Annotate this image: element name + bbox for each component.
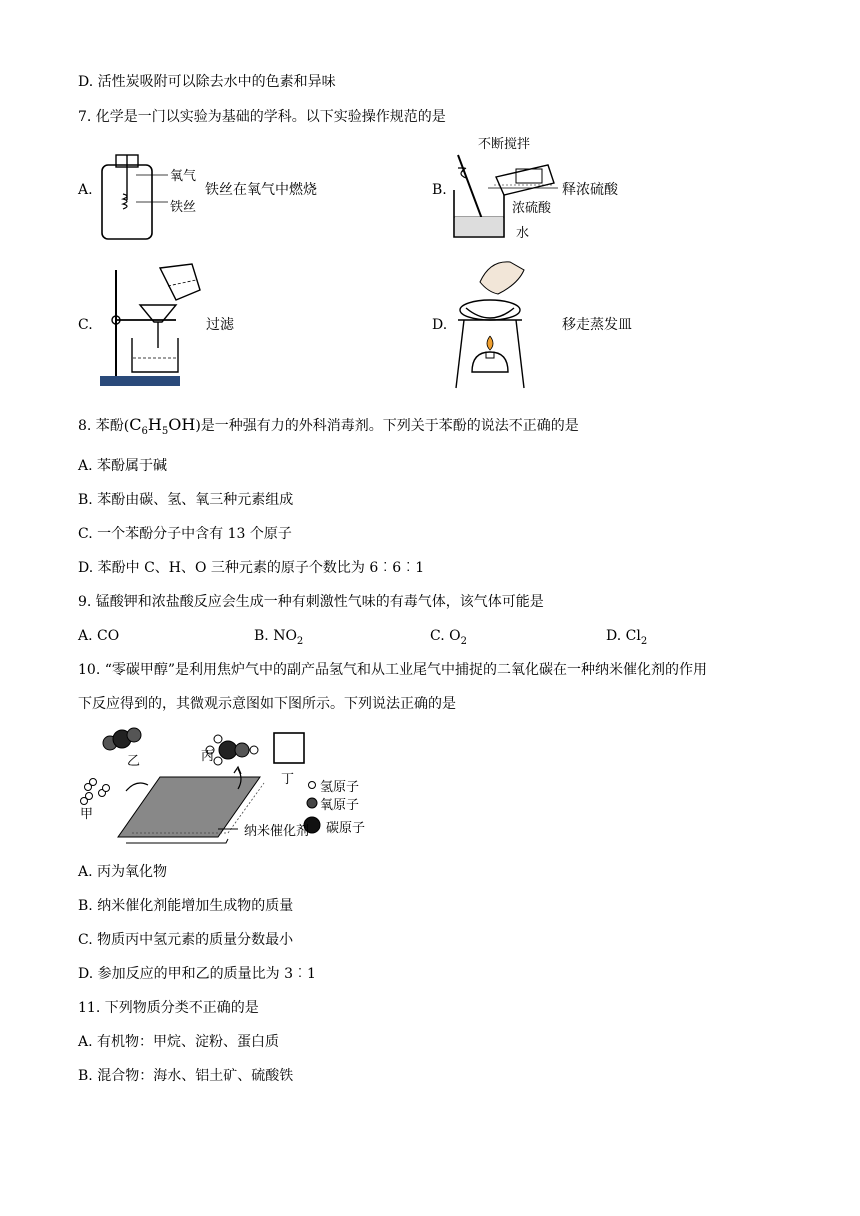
q10-option-c: C. 物质丙中氢元素的质量分数最小 xyxy=(78,932,294,948)
water-label: 水 xyxy=(516,226,530,241)
q9-option-a: A. CO xyxy=(78,628,120,644)
legend-carbon: 碳原子 xyxy=(326,821,366,836)
q9-option-c: C. $O_2$ xyxy=(430,628,467,647)
q7-option-a-caption: 铁丝在氧气中燃烧 xyxy=(205,182,317,198)
legend-hydrogen: 氢原子 xyxy=(320,780,360,795)
q10-option-b: B. 纳米催化剂能增加生成物的质量 xyxy=(78,898,294,914)
q10-option-d: D. 参加反应的甲和乙的质量比为 3︰1 xyxy=(78,966,316,982)
q6-option-d: D. 活性炭吸附可以除去水中的色素和异味 xyxy=(78,74,336,90)
q7-option-b-letter: B. xyxy=(432,182,447,198)
jia-label: 甲 xyxy=(80,807,94,822)
filtration-figure xyxy=(96,260,216,390)
q8-option-a: A. 苯酚属于碱 xyxy=(78,458,168,474)
q11-option-b: B. 混合物：海水、铝土矿、硫酸铁 xyxy=(78,1068,294,1084)
q7-stem: 7. 化学是一门以实验为基础的学科。以下实验操作规范的是 xyxy=(78,109,446,125)
q7-option-c-caption: 过滤 xyxy=(206,317,234,333)
bing-label: 丙 xyxy=(201,749,215,764)
stir-label: 不断搅拌 xyxy=(478,137,531,152)
conc-acid-label: 浓硫酸 xyxy=(512,201,552,216)
q8-stem-post: )是一种强有力的外科消毒剂。下列关于苯酚的说法不正确的是 xyxy=(195,418,579,434)
q7-option-b-caption: 释浓硫酸 xyxy=(562,182,618,198)
q10-stem-line1: 10. “零碳甲醇”是利用焦炉气中的副产品氢气和从工业尾气中捕捉的二氧化碳在一种纳米催化剂的作用 xyxy=(78,662,708,678)
q8-option-b: B. 苯酚由碳、氢、氧三种元素组成 xyxy=(78,492,294,508)
q7-option-d-letter: D. xyxy=(432,317,448,333)
legend-oxygen: 氧原子 xyxy=(320,798,360,813)
iron-wire-label: 铁丝 xyxy=(170,200,197,215)
q9-option-b: B. $NO_2$ xyxy=(254,628,304,647)
q8-option-d: D. 苯酚中 C、H、O 三种元素的原子个数比为 6︰6︰1 xyxy=(78,560,425,576)
q9-stem: 9. 锰酸钾和浓盐酸反应会生成一种有刺激性气味的有毒气体，该气体可能是 xyxy=(78,594,544,610)
q10-stem-line2: 下反应得到的，其微观示意图如下图所示。下列说法正确的是 xyxy=(78,696,456,712)
q7-option-a-letter: A. xyxy=(78,182,93,198)
ding-label: 丁 xyxy=(281,772,295,787)
phenol-formula: $C_6H_5OH$ xyxy=(129,415,196,438)
q11-option-a: A. 有机物：甲烷、淀粉、蛋白质 xyxy=(78,1034,280,1050)
q7-option-c-letter: C. xyxy=(78,317,93,333)
oxygen-label: 氧气 xyxy=(170,169,197,184)
q8-stem-pre: 8. 苯酚( xyxy=(78,418,130,434)
evaporation-figure xyxy=(452,252,532,392)
q10-option-a: A. 丙为氧化物 xyxy=(78,864,168,880)
q8-stem xyxy=(78,415,579,442)
yi-label: 乙 xyxy=(127,754,141,769)
q8-option-c: C. 一个苯酚分子中含有 13 个原子 xyxy=(78,526,292,542)
catalyst-label: 纳米催化剂 xyxy=(244,824,310,839)
q9-option-d: D. $Cl_2$ xyxy=(606,628,648,647)
q11-stem: 11. 下列物质分类不正确的是 xyxy=(78,1000,259,1016)
q7-option-d-caption: 移走蒸发皿 xyxy=(562,317,632,333)
